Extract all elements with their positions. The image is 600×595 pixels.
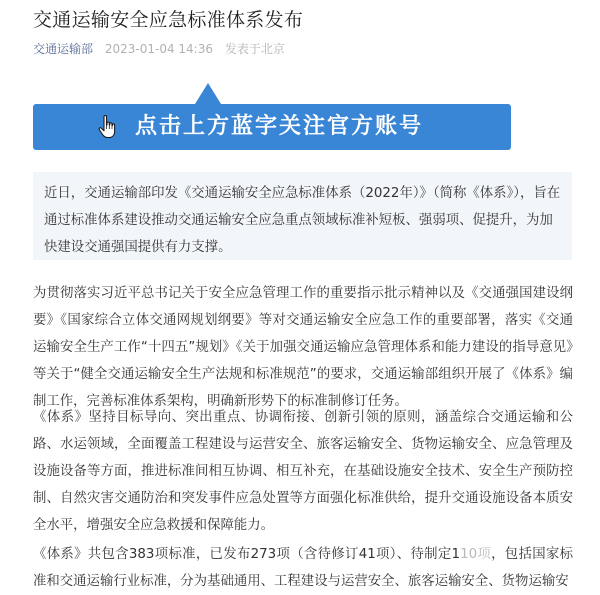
follow-banner-label: 点击上方蓝字关注官方账号 xyxy=(135,114,424,139)
paragraph-3-text-a: 《体系》共包含383项标准，已发布273项（含待修订41项）、待制定1 xyxy=(33,547,461,562)
body-paragraph-2: 《体系》坚持目标导向、突出重点、协调衔接、创新引领的原则，涵盖综合交通运输和公路、水运领域，全面覆盖工程建设与运营安全、旅客运输安全、货物运输安全、应急管理及设施设备等方面，推进标准间相互协调、相互补充，在基础设施安全技术、安全生产预防控制、自然灾害交通防治和突发事件应急处置等方面强化标准供给，提升交通设施设备本质安全水平，增强安全应急救援和保障能力。 xyxy=(33,410,573,533)
body-paragraph-3 xyxy=(33,541,573,595)
summary-box xyxy=(33,172,572,260)
pointing-hand-icon xyxy=(97,114,119,140)
author-link[interactable]: 交通运输部 xyxy=(33,42,94,56)
summary-text: 近日，交通运输部印发《交通运输安全应急标准体系（2022年）》（简称《体系》），旨在通过标准体系建设推动交通运输安全应急重点领域标准补短板、强弱项、促提升，为加快建设交通强国提供有力支撑。 xyxy=(44,186,561,255)
paragraph-3-text-faded: 10项 xyxy=(460,547,492,562)
article-title: 交通运输安全应急标准体系发布 xyxy=(33,9,304,31)
publish-location: 发表于北京 xyxy=(224,42,285,56)
body-paragraph-1: 为贯彻落实习近平总书记关于安全应急管理工作的重要指示批示精神以及《交通强国建设纲要》《国家综合立体交通网规划纲要》等对交通运输安全应急工作的重要部署，落实《交通运输安全生产工作“十四五”规划》《关于加强交通运输应急管理体系和能力建设的指导意见》等关于“健全交通运输安全生产法规和标准规范”的要求，交通运输部组织开展了《体系》编制工作，完善标准体系架构，明确新形势下的标准制修订任务。 xyxy=(33,286,573,409)
banner-pointer-notch xyxy=(195,83,221,104)
follow-account-banner[interactable] xyxy=(33,104,511,150)
article-meta xyxy=(33,40,285,58)
paragraph-3-text-b: ，包括国家标准和交通运输行业标准，分为基础通用、工程建设与运营安全、旅客运输安全、货物运输安 xyxy=(33,547,573,589)
publish-datetime: 2023-01-04 14:36 xyxy=(104,42,213,56)
